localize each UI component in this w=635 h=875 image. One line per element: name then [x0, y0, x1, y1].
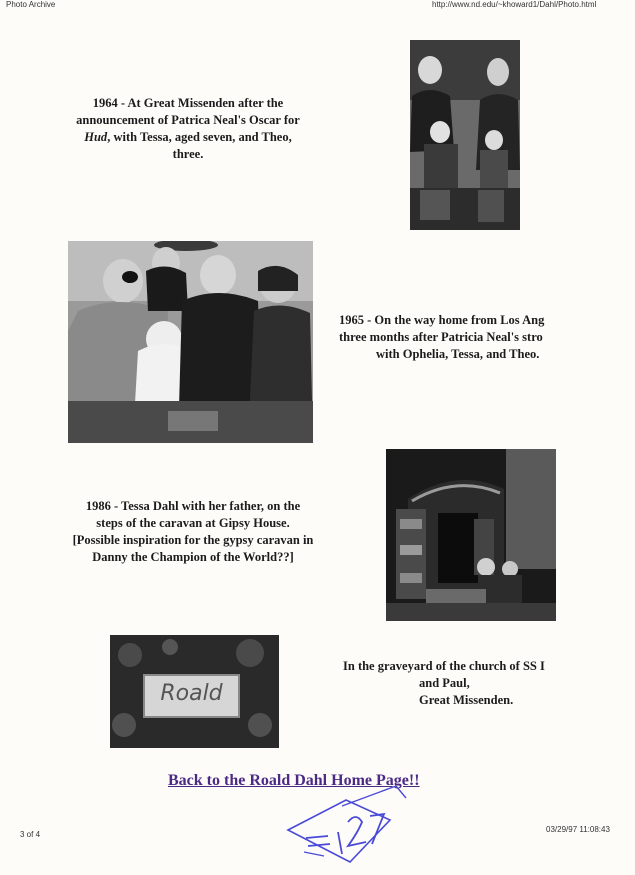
caption-1964 — [62, 95, 314, 163]
caption-1986-line1: 1986 - Tessa Dahl with her father, on the — [85, 499, 301, 513]
caption-graveyard-line3: Great Missenden. — [419, 693, 514, 707]
photo-grave — [110, 635, 279, 748]
caption-1964-line3 — [62, 129, 314, 146]
handwritten-annotation — [284, 786, 408, 866]
footer-timestamp: 03/29/97 11:08:43 — [546, 825, 610, 834]
footer-page-number: 3 of 4 — [20, 830, 41, 839]
caption-graveyard-line2: and Paul, — [419, 676, 470, 690]
header-url: http://www.nd.edu/~khoward1/Dahl/Photo.html — [432, 0, 597, 9]
caption-1986-line3: [Possible inspiration for the gypsy caravan in — [72, 533, 314, 547]
caption-1986-line2: steps of the caravan at Gipsy House. — [96, 516, 290, 530]
caption-1964-film-title: Hud — [84, 130, 108, 144]
grave-stone-inscription: Roald — [160, 681, 223, 706]
caption-1986 — [62, 498, 324, 566]
caption-1965-line1: 1965 - On the way home from Los Ang — [339, 313, 545, 327]
caption-1964-line4: three. — [172, 147, 204, 161]
photo-1986-caravan — [386, 449, 556, 621]
caption-1986-line4: Danny the Champion of the World??] — [92, 550, 294, 564]
caption-graveyard-line1: In the graveyard of the church of SS I — [343, 659, 545, 673]
header-page-title: Photo Archive — [6, 0, 56, 9]
caption-1964-line2: announcement of Patrica Neal's Oscar for — [76, 113, 300, 127]
photo-1965-family — [68, 241, 313, 443]
caption-1964-line1: 1964 - At Great Missenden after the — [92, 96, 284, 110]
caption-1965-line3: with Ophelia, Tessa, and Theo. — [376, 347, 540, 361]
back-to-home-link[interactable]: Back to the Roald Dahl Home Page!! — [168, 772, 420, 789]
caption-1965-line2: three months after Patricia Neal's stro — [339, 330, 543, 344]
caption-1965 — [339, 312, 629, 363]
photo-1964-family — [410, 40, 520, 230]
caption-1964-line3-rest: , with Tessa, aged seven, and Theo, — [107, 130, 292, 144]
caption-graveyard — [343, 658, 635, 709]
